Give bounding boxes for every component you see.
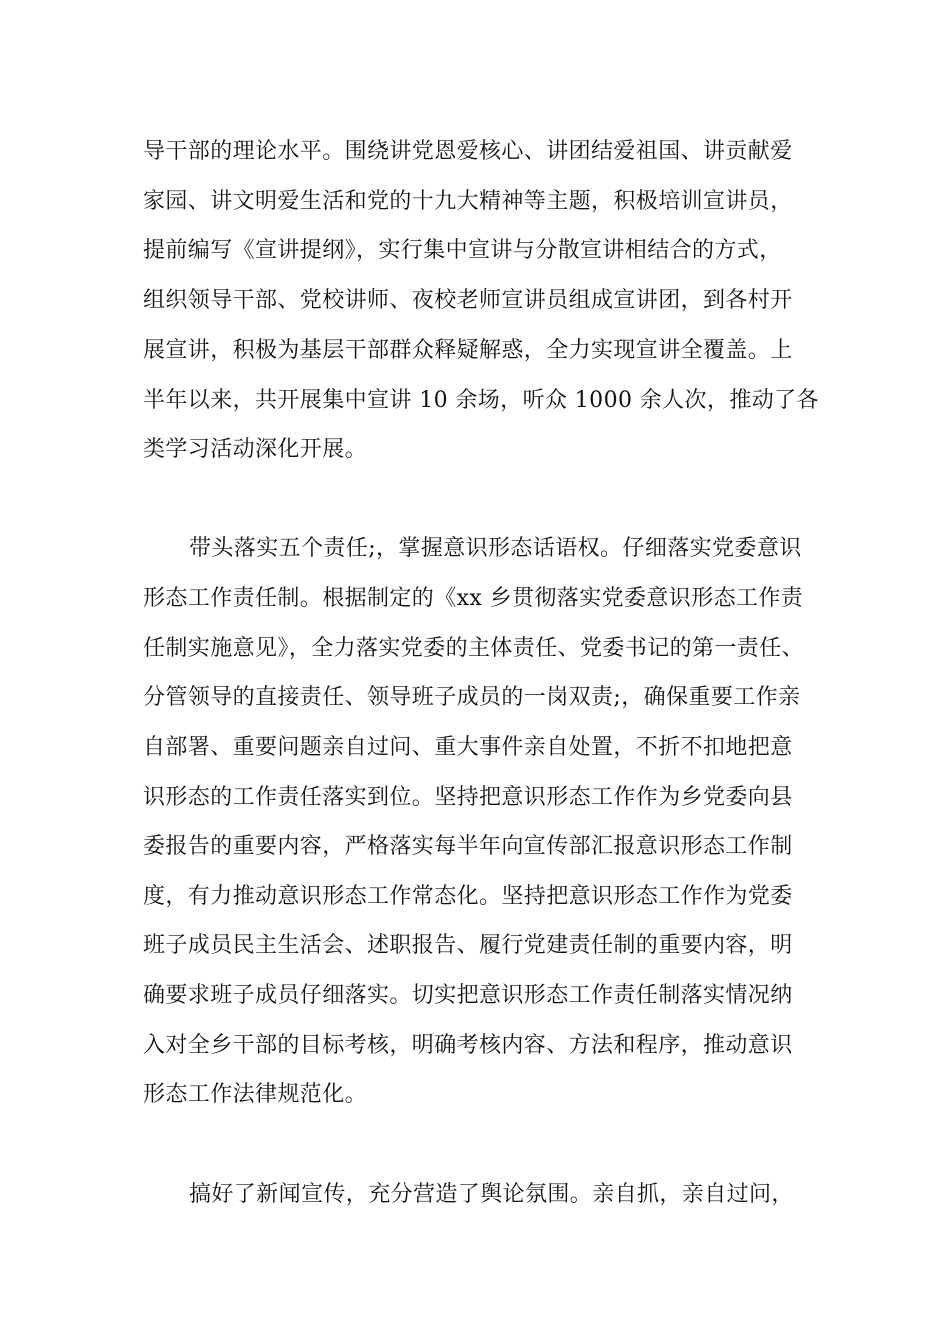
text-line: 入对全乡干部的目标考核，明确考核内容、方法和程序，推动意识 — [143, 1033, 793, 1058]
text-line: 识形态的工作责任落实到位。坚持把意识形态工作作为乡党委向县 — [143, 785, 793, 810]
text-line: 类学习活动深化开展。 — [143, 437, 368, 462]
text-line: 带头落实五个责任;，掌握意识形态话语权。仔细落实党委意识 — [189, 536, 802, 561]
text-line: 度，有力推动意识形态工作常态化。坚持把意识形态工作作为党委 — [143, 884, 793, 909]
text-line: 家园、讲文明爱生活和党的十九大精神等主题，积极培训宣讲员， — [143, 189, 793, 214]
text-line: 班子成员民主生活会、述职报告、履行党建责任制的重要内容，明 — [143, 933, 793, 958]
text-line: 形态工作责任制。根据制定的《xx 乡贯彻落实党委意识形态工作责 — [143, 586, 804, 611]
text-line: 确要求班子成员仔细落实。切实把意识形态工作责任制落实情况纳 — [143, 983, 793, 1008]
text-line: 形态工作法律规范化。 — [143, 1082, 368, 1107]
text-line: 委报告的重要内容，严格落实每半年向宣传部汇报意识形态工作制 — [143, 834, 793, 859]
text-line: 展宣讲，积极为基层干部群众释疑解惑，全力实现宣讲全覆盖。上 — [143, 338, 793, 363]
text-line: 提前编写《宣讲提纲》，实行集中宣讲与分散宣讲相结合的方式， — [143, 238, 782, 263]
text-line: 搞好了新闻宣传，充分营造了舆论氛围。亲自抓，亲自过问， — [189, 1182, 794, 1207]
text-line: 分管领导的直接责任、领导班子成员的一岗双责;，确保重要工作亲 — [143, 685, 801, 710]
text-line: 导干部的理论水平。围绕讲党恩爱核心、讲团结爱祖国、讲贡献爱 — [143, 139, 793, 164]
text-line: 半年以来，共开展集中宣讲 10 余场，听众 1000 余人次，推动了各 — [143, 388, 819, 413]
text-line: 任制实施意见》，全力落实党委的主体责任、党委书记的第一责任、 — [143, 636, 805, 661]
text-line: 组织领导干部、党校讲师、夜校老师宣讲员组成宣讲团，到各村开 — [143, 288, 793, 313]
text-line: 自部署、重要问题亲自过问、重大事件亲自处置，不折不扣地把意 — [143, 735, 793, 760]
